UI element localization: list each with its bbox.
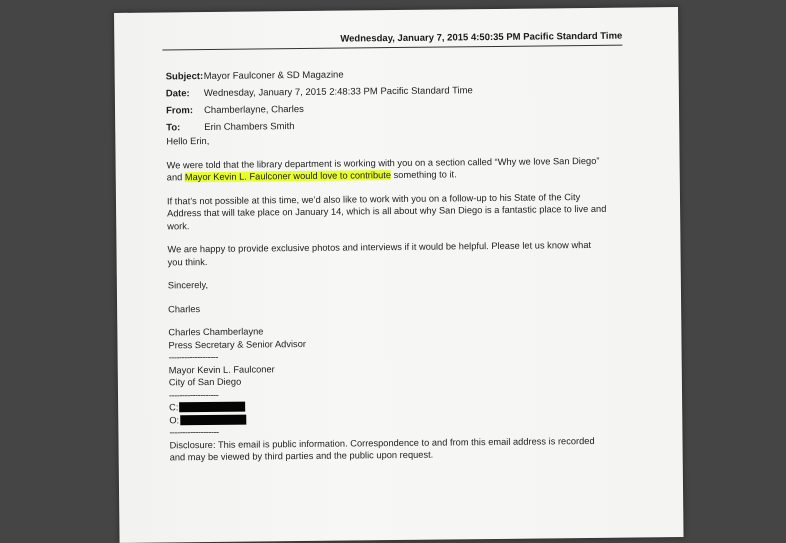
office-phone-label: O: <box>169 414 180 425</box>
email-body <box>166 131 609 464</box>
date-label: Date: <box>165 88 190 100</box>
subject-value: Mayor Faulconer & SD Magazine <box>203 69 344 83</box>
greeting: Hello Erin, <box>166 135 210 147</box>
email-meta <box>166 65 474 136</box>
signature-title: Press Secretary & Senior Advisor <box>168 338 306 350</box>
to-label: To: <box>166 122 181 134</box>
signature-name: Charles Chamberlayne <box>168 326 264 338</box>
signature-office: Mayor Kevin L. Faulconer <box>168 363 275 375</box>
date-row <box>166 82 473 102</box>
from-label: From: <box>165 105 194 117</box>
signature-separator-3: ------------------- <box>169 426 219 438</box>
date-value: Wednesday, January 7, 2015 2:48:33 PM Pacific Standard Time <box>203 85 473 100</box>
from-value: Chamberlayne, Charles <box>203 103 304 117</box>
signature-separator-1: ------------------- <box>168 351 219 363</box>
paragraph-1-pre: and <box>166 172 185 183</box>
signature-block <box>168 322 609 464</box>
disclosure-text: Disclosure: This email is public information. Correspondence to and from this email address is recorded and may be viewed by third parties and the public upon request. <box>169 435 595 463</box>
cell-phone-label: C: <box>169 402 179 413</box>
paragraph-2: If that’s not possible at this time, we’d also like to work with you on a follow-up to his State of the City Address that will take place on January 14, which is all about why San Diego is a fantastic place to live and work. <box>166 191 607 231</box>
redaction-bar-cell <box>179 402 245 413</box>
closing: Sincerely, <box>167 279 209 291</box>
to-value: Erin Chambers Smith <box>204 121 295 134</box>
print-header: Wednesday, January 7, 2015 4:50:35 PM Pacific Standard Time <box>162 31 622 51</box>
signature-separator-2: ------------------- <box>168 389 219 400</box>
paragraph-1-line-1: We were told that the library department is working with you on a section called “Why we love San Diego” <box>166 155 600 170</box>
printed-email-page <box>114 7 684 543</box>
sender-first-name: Charles <box>168 303 201 314</box>
paragraph-1-post: something to it. <box>390 169 457 181</box>
highlighted-text: Mayor Kevin L. Faulconer would love to contribute <box>184 170 392 183</box>
paragraph-3: We are happy to provide exclusive photos and interviews if it would be helpful. Please let us know what you think. <box>167 239 592 267</box>
redaction-bar-office <box>180 414 246 425</box>
signature-org: City of San Diego <box>168 376 242 388</box>
subject-label: Subject: <box>165 71 204 83</box>
